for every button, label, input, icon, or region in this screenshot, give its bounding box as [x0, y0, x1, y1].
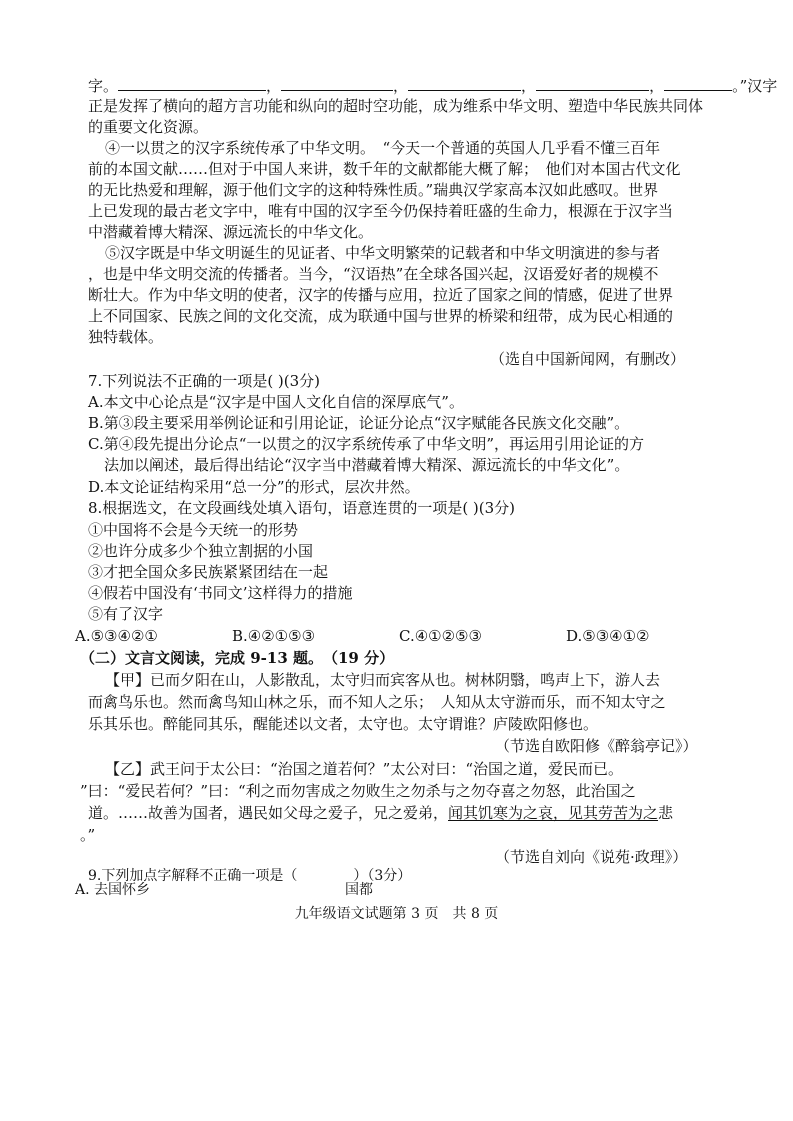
q8-choice-b[interactable]: B.④②①⑤③: [232, 627, 316, 645]
source-note: （选自中国新闻网，有删改）: [490, 350, 686, 368]
question-9-option-a-definition: 国都: [345, 882, 373, 898]
paragraph-5-line: 上不同国家、民族之间的文化交流，成为联通中国与世界的桥梁和纽带，成为民心相通的: [88, 307, 674, 325]
fill-in-line: 字。 ， ， ， ， 。”汉字: [88, 77, 778, 95]
question-9-option-a[interactable]: A. 去国怀乡: [75, 882, 151, 898]
paragraph-5-line: 独特载体。: [88, 328, 164, 346]
underlined-sentence: 闻其饥寒为之哀，见其劳苦为之: [448, 804, 659, 822]
question-7-option-d[interactable]: D.本文论证结构采用“总一分”的形式，层次井然。: [88, 478, 420, 496]
jia-line: 乐其乐也。醉能同其乐，醒能述以文者，太守也。太守谓谁？庐陵欧阳修也。: [88, 715, 599, 733]
answer-blank-4[interactable]: [536, 75, 649, 91]
paragraph-4-line: ④一以贯之的汉字系统传承了中华文明。 “今天一个普通的英国人几乎看不懂三百年: [105, 139, 661, 157]
paragraph-4-line: 的无比热爱和理解，源于他们文字的这种特殊性质。”瑞典汉学家高本汉如此感叹。世界: [88, 181, 659, 199]
answer-blank-1[interactable]: [118, 75, 266, 91]
q8-choice-d[interactable]: D.⑤③④①②: [566, 627, 650, 645]
section-heading: （二）文言文阅读，完成 9-13 题。 （19 分）: [80, 649, 395, 667]
answer-blank-2[interactable]: [281, 75, 393, 91]
q8-choice-a[interactable]: A.⑤③④②①: [75, 627, 158, 645]
q8-item: ③才把全国众多民族紧紧团结在一起: [88, 563, 329, 581]
paragraph-4-line: 上已发现的最古老文字中，唯有中国的汉字至今仍保持着旺盛的生命力，根源在于汉字当: [88, 202, 674, 220]
q8-choice-c[interactable]: C.④①②⑤③: [399, 627, 482, 645]
question-9-stem: 9.下列加点字解释不正确一项是（ ）（3分）: [88, 868, 412, 884]
question-7-stem: 7.下列说法不正确的一项是( )(3分): [88, 372, 321, 390]
yi-line: 。”: [80, 826, 96, 844]
yi-line: 道。……故善为国者，遇民如父母之爱子，兄之爱弟，闻其饥寒为之哀，见其劳苦为之悲: [88, 804, 674, 822]
page-footer: 九年级语文试题第 3 页 共 8 页: [294, 906, 499, 922]
question-7-option-c[interactable]: C.第④段先提出分论点“一以贯之的汉字系统传承了中华文明”，再运用引用论证的方: [88, 435, 645, 453]
q8-item: ②也许分成多少个独立割据的小国: [88, 542, 314, 560]
paragraph-line: 正是发挥了横向的超方言功能和纵向的超时空功能，成为维系中华文明、塑造中华民族共同体: [88, 97, 704, 115]
text: 字。: [88, 77, 119, 95]
q8-item: ⑤有了汉字: [88, 605, 164, 623]
yi-line: 【乙】武王问于太公曰：“治国之道若何？”太公对曰：“治国之道，爱民而已。: [105, 760, 624, 778]
source-note-yi: （节选自刘向《说苑·政理》）: [495, 848, 688, 866]
q8-item: ④假若中国没有‘书同文’这样得力的措施: [88, 584, 353, 602]
paragraph-5-line: ⑤汉字既是中华文明诞生的见证者、中华文明繁荣的记载者和中华文明演进的参与者: [105, 244, 661, 262]
paragraph-4-line: 前的本国文献……但对于中国人来讲，数千年的文献都能大概了解； 他们对本国古代文化: [88, 160, 681, 178]
question-8-choices: [75, 626, 715, 647]
answer-blank-3[interactable]: [408, 75, 521, 91]
paragraph-5-line: 断壮大。作为中华文明的使者，汉字的传播与应用，拉近了国家之间的情感，促进了世界: [88, 286, 674, 304]
paragraph-line: 的重要文化资源。: [88, 118, 209, 136]
question-7-option-a[interactable]: A.本文中心论点是“汉字是中国人文化自信的深厚底气”。: [88, 393, 464, 411]
source-note-jia: （节选自欧阳修《醉翁亭记》）: [495, 737, 698, 755]
question-7-option-c-cont: 法加以阐述，最后得出结论“汉字当中潜藏着博大精深、源远流长的中华文化”。: [104, 456, 630, 474]
yi-line: ”曰：“爱民若何？”曰：“利之而勿害成之勿败生之勿杀与之勿夺喜之勿怒，此治国之: [80, 782, 636, 800]
jia-line: 【甲】已而夕阳在山，人影散乱，太守归而宾客从也。树林阴翳，鸣声上下，游人去: [105, 671, 661, 689]
q8-item: ①中国将不会是今天统一的形势: [88, 521, 299, 539]
paragraph-4-line: 中潜藏着博大精深、源远流长的中华文化。: [88, 223, 374, 241]
jia-line: 而禽鸟乐也。然而禽鸟知山林之乐，而不知人之乐； 人知从太守游而乐，而不知太守之: [88, 693, 666, 711]
question-8-stem: 8.根据选文，在文段画线处填入语句，语意连贯的一项是( )(3分): [88, 499, 516, 517]
answer-blank-5[interactable]: [664, 75, 732, 91]
question-7-option-b[interactable]: B.第③段主要采用举例论证和引用论证，论证分论点“汉字赋能各民族文化交融”。: [88, 414, 630, 432]
paragraph-5-line: ，也是中华文明交流的传播者。当今，“汉语热”在全球各国兴起，汉语爱好者的规模不: [88, 265, 659, 283]
